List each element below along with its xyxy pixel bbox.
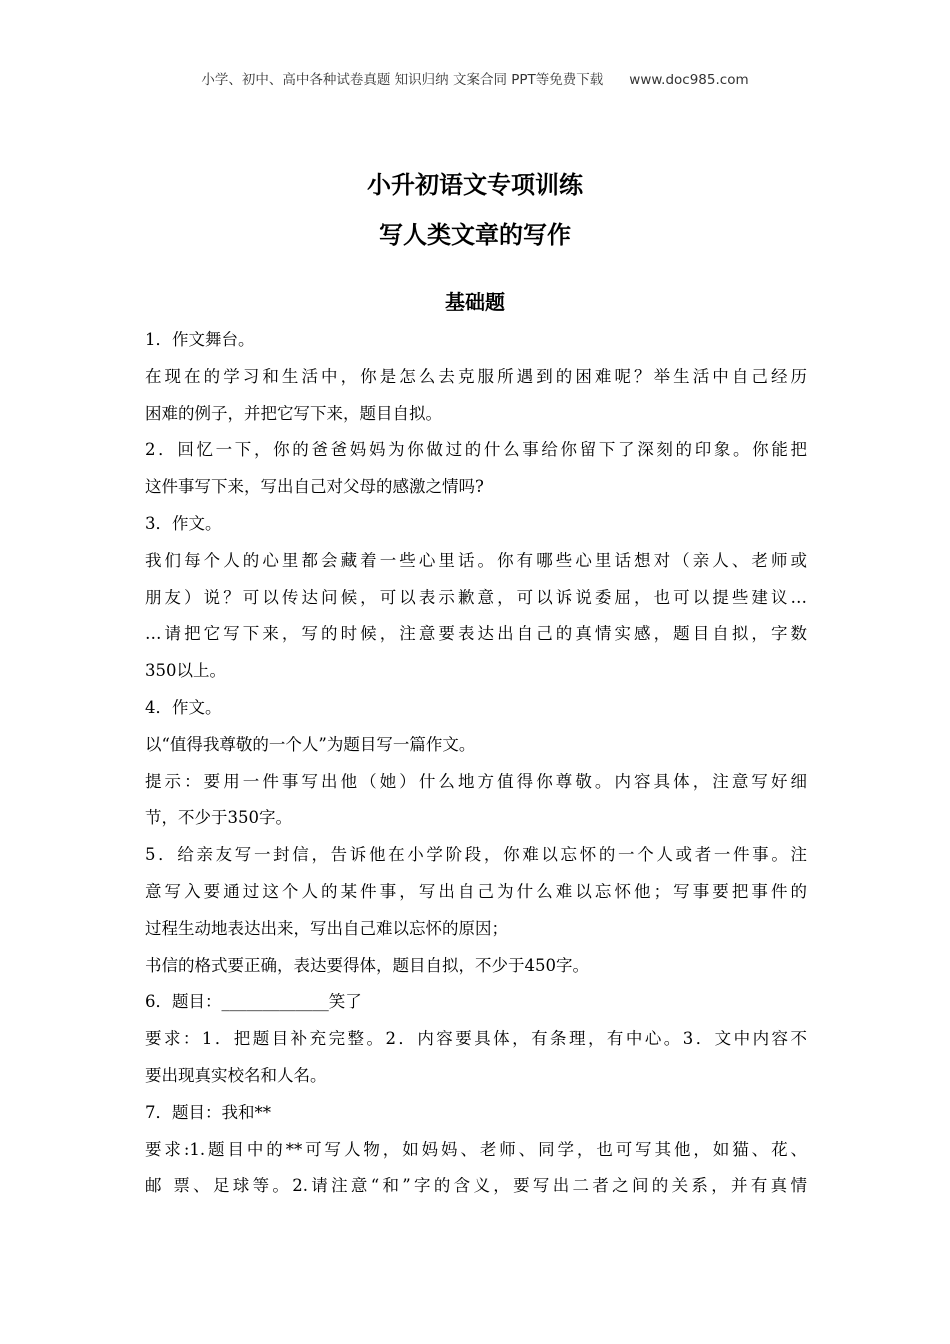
text-line: 书信的格式要正确，表达要得体，题目自拟，不少于450字。	[145, 955, 589, 975]
text-line: 要求:1.题目中的**可写人物，如妈妈、老师、同学，也可写其他，如猫、花、	[145, 1139, 807, 1159]
text-line: 意写入要通过这个人的某件事，写出自己为什么难以忘怀他；写事要把事件的	[145, 881, 807, 901]
text-line: 3．作文。	[145, 513, 222, 533]
text-line: 节，不少于350字。	[145, 808, 292, 828]
text-line: 7．题目：我和**	[145, 1102, 271, 1122]
text-line: 这件事写下来，写出自己对父母的感激之情吗?	[145, 477, 484, 497]
page-header	[0, 68, 950, 88]
text-line: 2．回忆一下，你的爸爸妈妈为你做过的什么事给你留下了深刻的印象。你能把	[145, 440, 807, 460]
header-url: www.doc985.com	[629, 72, 749, 88]
text-line: 以“值得我尊敬的一个人”为题目写一篇作文。	[145, 734, 476, 754]
text-line: 提示：要用一件事写出他（她）什么地方值得你尊敬。内容具体，注意写好细	[145, 771, 807, 791]
text-line: 困难的例子，并把它写下来，题目自拟。	[145, 403, 442, 423]
text-line: 350以上。	[145, 661, 226, 681]
text-line: 在现在的学习和生活中，你是怎么去克服所遇到的困难呢？举生活中自己经历	[145, 366, 807, 386]
section-heading: 基础题	[445, 290, 505, 314]
document-subtitle: 写人类文章的写作	[379, 221, 571, 249]
text-line: 邮 票、足球等。2.请注意“和”字的含义，要写出二者之间的关系，并有真情	[145, 1176, 807, 1196]
header-text: 小学、初中、高中各种试卷真题 知识归纳 文案合同 PPT等免费下载	[201, 72, 604, 88]
text-line: 1．作文舞台。	[145, 330, 255, 349]
body-text	[145, 322, 807, 1205]
text-line: …请把它写下来，写的时候，注意要表达出自己的真情实感，题目自拟，字数	[145, 624, 807, 644]
text-line: 6．题目：_____________笑了	[145, 992, 362, 1012]
title-block	[0, 160, 950, 260]
text-line: 要出现真实校名和人名。	[145, 1065, 327, 1085]
document-title: 小升初语文专项训练	[367, 171, 583, 199]
text-line: 朋友）说？可以传达问候，可以表示歉意，可以诉说委屈，也可以提些建议…	[145, 587, 807, 607]
text-line: 4．作文。	[145, 697, 222, 717]
text-line: 我们每个人的心里都会藏着一些心里话。你有哪些心里话想对（亲人、老师或	[145, 550, 807, 570]
text-line: 要求：1．把题目补充完整。2．内容要具体，有条理，有中心。3．文中内容不	[145, 1029, 807, 1049]
text-line: 过程生动地表达出来，写出自己难以忘怀的原因；	[145, 918, 508, 938]
text-line: 5．给亲友写一封信，告诉他在小学阶段，你难以忘怀的一个人或者一件事。注	[145, 845, 807, 865]
